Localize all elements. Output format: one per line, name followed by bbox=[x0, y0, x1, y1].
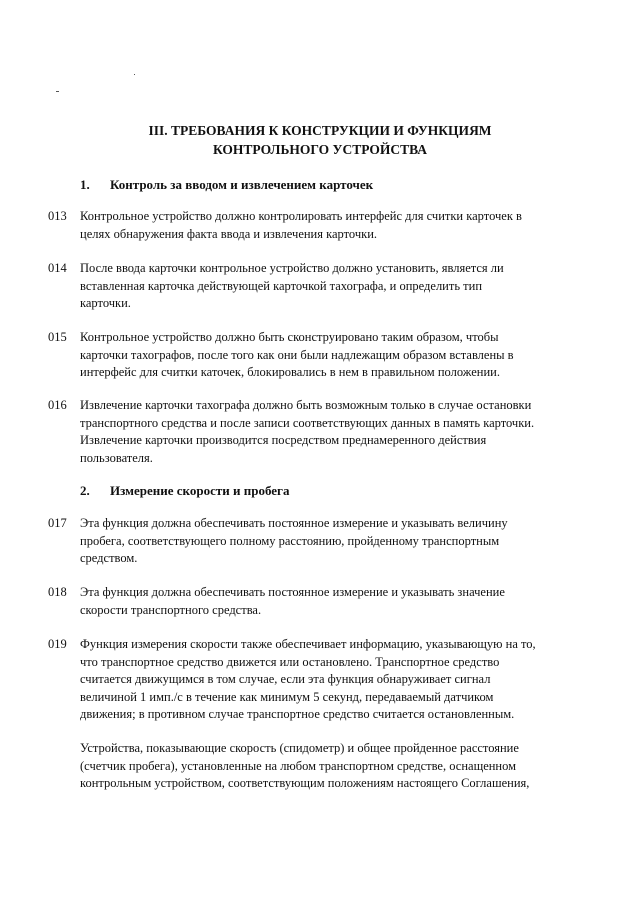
scan-speck bbox=[134, 74, 135, 75]
section-heading-2 bbox=[80, 483, 289, 499]
text-line: вставленная карточка действующей карточкой тахографа, и определить тип bbox=[80, 278, 483, 293]
paragraph-text bbox=[80, 515, 550, 568]
paragraph-number: 016 bbox=[48, 398, 67, 412]
paragraph-text bbox=[80, 329, 550, 382]
text-line: движения; в противном случае транспортное средство считается остановленным. bbox=[80, 707, 515, 721]
paragraph-text bbox=[80, 260, 550, 313]
text-line: пользователя. bbox=[80, 450, 153, 465]
text-line: карточки. bbox=[80, 296, 131, 310]
text-line: Извлечение карточки производится посредством преднамеренного действия bbox=[80, 433, 487, 447]
text-line: Функция измерения скорости также обеспечивает информацию, указывающую на то, bbox=[80, 637, 536, 651]
text-line: средством. bbox=[80, 551, 138, 565]
text-line: Контрольное устройство должно контролировать интерфейс для считки карточек в bbox=[80, 209, 522, 223]
text-line: транспортного средства и после записи соответствующих данных в память карточки. bbox=[80, 415, 535, 430]
section-title: Измерение скорости и пробега bbox=[110, 483, 290, 498]
paragraph-text bbox=[80, 584, 550, 619]
paragraph-number: 015 bbox=[48, 330, 67, 344]
paragraph-number: 014 bbox=[48, 261, 67, 275]
section-number: 1. bbox=[80, 177, 90, 192]
paragraph-text bbox=[80, 208, 550, 243]
text-line: скорости транспортного средства. bbox=[80, 602, 262, 617]
paragraph-number: 017 bbox=[48, 516, 67, 530]
text-line: (счетчик пробега), установленные на любом транспортном средстве, оснащенном bbox=[80, 758, 517, 773]
paragraph-text bbox=[80, 636, 550, 724]
text-line: что транспортное средство движется или остановлено. Транспортное средство bbox=[80, 654, 500, 669]
section-title: Контроль за вводом и извлечением карточек bbox=[110, 177, 374, 192]
text-line: контрольным устройством, соответствующим положениям настоящего Соглашения, bbox=[80, 776, 530, 790]
paragraph-number: 018 bbox=[48, 585, 67, 599]
text-line: величиной 1 имп./с в течение как минимум 5 секунд, передаваемый датчиком bbox=[80, 689, 494, 704]
text-line: Устройства, показывающие скорость (спидометр) и общее пройденное расстояние bbox=[80, 741, 519, 755]
text-line: Эта функция должна обеспечивать постоянное измерение и указывать значение bbox=[80, 585, 505, 599]
text-line: пробега, соответствующего полному расстоянию, пройденному транспортным bbox=[80, 533, 500, 548]
title-line-2: КОНТРОЛЬНОГО УСТРОЙСТВА bbox=[212, 142, 428, 157]
text-line: Контрольное устройство должно быть сконструировано таким образом, чтобы bbox=[80, 330, 499, 344]
paragraph-text bbox=[80, 740, 550, 793]
section-heading-1 bbox=[80, 177, 373, 193]
scan-speck bbox=[56, 91, 59, 92]
paragraph-text bbox=[80, 397, 550, 467]
text-line: Извлечение карточки тахографа должно быть возможным только в случае остановки bbox=[80, 398, 532, 412]
text-line: целях обнаружения факта ввода и извлечения карточки. bbox=[80, 226, 378, 241]
text-line: После ввода карточки контрольное устройство должно установить, является ли bbox=[80, 261, 504, 275]
section-number: 2. bbox=[80, 483, 90, 498]
document-title bbox=[100, 121, 540, 159]
paragraph-number: 019 bbox=[48, 637, 67, 651]
text-line: Эта функция должна обеспечивать постоянное измерение и указывать величину bbox=[80, 516, 508, 530]
text-line: считается движущимся в том случае, если эта функция обнаруживает сигнал bbox=[80, 672, 491, 686]
paragraph-number: 013 bbox=[48, 209, 67, 223]
text-line: интерфейс для считки каточек, блокировались в нем в правильном положении. bbox=[80, 365, 500, 379]
title-line-1: III. ТРЕБОВАНИЯ К КОНСТРУКЦИИ И ФУНКЦИЯМ bbox=[148, 123, 492, 138]
text-line: карточки тахографов, после того как они были надлежащим образом вставлены в bbox=[80, 347, 514, 362]
